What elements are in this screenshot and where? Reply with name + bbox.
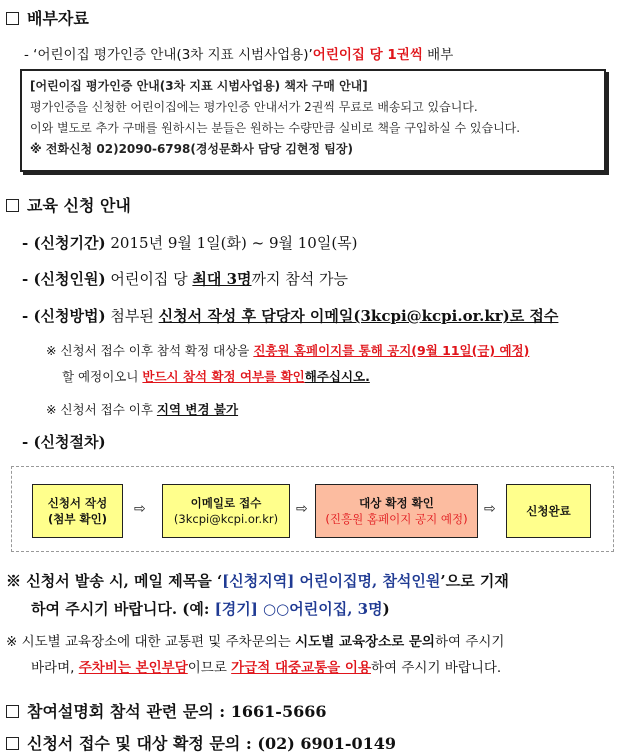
note-confirmation-line2: 할 예정이오니 반드시 참석 확정 여부를 확인해주십시오. (62, 369, 370, 384)
section-education-heading: 교육 신청 안내 (6, 193, 131, 216)
arrow-right-icon: ⇨ (134, 501, 146, 517)
application-procedure-label: - (신청절차) (22, 433, 106, 451)
book-purchase-info-box (20, 69, 606, 172)
application-method: - (신청방법) 첨부된 신청서 작성 후 담당자 이메일(3kcpi@kcpi.or.kr)로 접수 (22, 307, 559, 325)
checkbox-square-icon (6, 737, 19, 750)
checkbox-square-icon (6, 705, 19, 718)
section-handout-heading: 배부자료 (6, 6, 89, 29)
remark-mail-subject-line1: ※ 신청서 발송 시, 메일 제목을 ‘[신청지역] 어린이집명, 참석인원’으로 기재 (6, 572, 509, 590)
info-box-phone: ※ 전화신청 02)2090-6798(경성문화사 담당 김현정 팀장) (30, 142, 353, 156)
flow-step-confirm-target: 대상 확정 확인 (진흥원 홈페이지 공지 예정) (315, 484, 478, 538)
info-box-line: 이와 별도로 추가 구매를 원하시는 분들은 원하는 수량만큼 실비로 책을 구입하실 수 있습니다. (30, 121, 521, 135)
arrow-right-icon: ⇨ (296, 501, 308, 517)
flow-step-write-form: 신청서 작성 (첨부 확인) (32, 484, 123, 538)
info-box-title: [어린이집 평가인증 안내(3차 지표 시범사업용) 책자 구매 안내] (30, 79, 368, 93)
remark-transport-line2: 바라며, 주차비는 본인부담이므로 가급적 대중교통을 이용하여 주시기 바랍니다. (31, 660, 502, 676)
procedure-flow (11, 466, 614, 552)
application-persons: - (신청인원) 어린이집 당 최대 3명까지 참석 가능 (22, 270, 348, 288)
inquiry-application-confirm: 신청서 접수 및 대상 확정 문의 : (02) 6901-0149 (6, 731, 396, 754)
application-period: - (신청기간) 2015년 9월 1일(화) ~ 9월 10일(목) (22, 234, 358, 252)
arrow-right-icon: ⇨ (484, 501, 496, 517)
info-box-line: 평가인증을 신청한 어린이집에는 평가인증 안내서가 2권씩 무료로 배송되고 있습니다. (30, 100, 478, 114)
handout-line: - ‘어린이집 평가인증 안내(3차 지표 시범사업용)’어린이집 당 1권씩 배부 (24, 47, 454, 63)
note-region-change: ※ 신청서 접수 이후 지역 변경 불가 (46, 402, 239, 417)
checkbox-square-icon (6, 12, 19, 25)
flow-step-complete: 신청완료 (506, 484, 591, 538)
remark-transport-line1: ※ 시도별 교육장소에 대한 교통편 및 주차문의는 시도별 교육장소로 문의하여 주시기 (6, 634, 505, 650)
flow-step-email-submit: 이메일로 접수 (3kcpi@kcpi.or.kr) (162, 484, 290, 538)
remark-mail-subject-line2: 하여 주시기 바랍니다. (예: [경기] ○○어린이집, 3명) (31, 600, 390, 618)
note-confirmation-line1: ※ 신청서 접수 이후 참석 확정 대상을 진흥원 홈페이지를 통해 공지(9월 11일(금) 예정) (46, 343, 530, 358)
checkbox-square-icon (6, 199, 19, 212)
inquiry-session-attendance: 참여설명회 참석 관련 문의 : 1661-5666 (6, 699, 326, 722)
